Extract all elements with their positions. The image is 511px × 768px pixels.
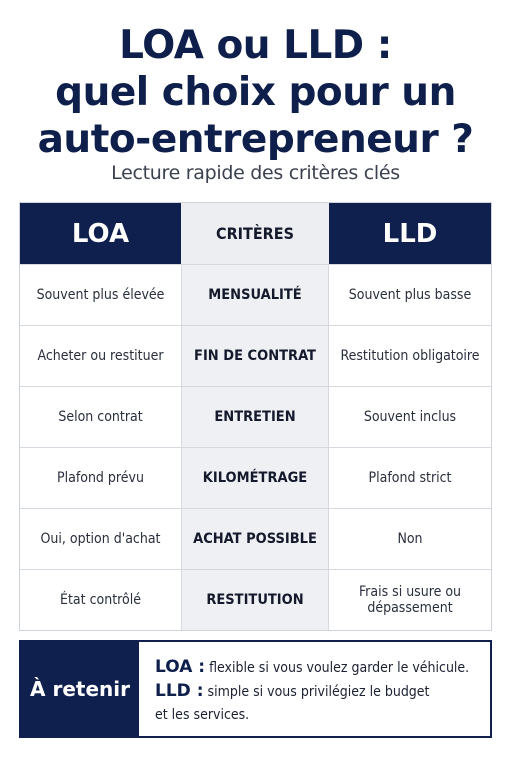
lld-cell: Non: [397, 531, 423, 547]
retenir-lld-text: simple si vous privilégiez le budget: [207, 684, 430, 700]
retenir-loa-key: LOA :: [155, 657, 206, 677]
loa-cell: Oui, option d'achat: [40, 531, 161, 547]
table-row: [20, 264, 491, 325]
page-title: [0, 22, 511, 163]
lld-cell: Frais si usure ou dépassement: [358, 584, 462, 616]
lld-cell: Souvent plus basse: [348, 287, 472, 303]
title-line-1: LOA ou LLD :: [119, 23, 392, 68]
retenir-lld-line-2: et les services.: [155, 707, 250, 723]
comparison-table: [19, 202, 492, 631]
retenir-loa-line: [155, 656, 490, 680]
criterion-cell: ACHAT POSSIBLE: [181, 509, 329, 569]
criterion-cell: RESTITUTION: [181, 570, 329, 630]
header-loa: LOA: [20, 203, 181, 264]
criterion-cell: FIN DE CONTRAT: [181, 326, 329, 386]
table-row: [20, 325, 491, 386]
title-line-3: auto-entrepreneur ?: [37, 117, 474, 162]
header-lld: LLD: [329, 203, 491, 264]
table-row: [20, 508, 491, 569]
retenir-box: [19, 640, 492, 738]
table-row: [20, 447, 491, 508]
lld-cell: Souvent inclus: [363, 409, 457, 425]
criterion-cell: MENSUALITÉ: [181, 265, 329, 325]
loa-cell: Souvent plus élevée: [36, 287, 165, 303]
retenir-lld-key: LLD :: [155, 681, 204, 701]
retenir-label: À retenir: [21, 642, 139, 736]
retenir-loa-text: flexible si vous voulez garder le véhicule.: [209, 660, 470, 676]
loa-cell: Acheter ou restituer: [37, 348, 164, 364]
retenir-body: [139, 642, 490, 736]
loa-cell: État contrôlé: [60, 592, 141, 608]
criterion-cell: KILOMÉTRAGE: [181, 448, 329, 508]
retenir-lld-line: [155, 680, 490, 704]
loa-cell: Plafond prévu: [57, 470, 144, 486]
lld-cell: Restitution obligatoire: [340, 348, 480, 364]
table-header-row: [20, 203, 491, 264]
table-row: [20, 386, 491, 447]
criterion-cell: ENTRETIEN: [181, 387, 329, 447]
header-criteres: CRITÈRES: [181, 203, 329, 264]
loa-cell: Selon contrat: [58, 409, 143, 425]
table-row: [20, 569, 491, 630]
lld-cell: Plafond strict: [368, 470, 452, 486]
title-line-2: quel choix pour un: [55, 70, 456, 115]
page-subtitle: Lecture rapide des critères clés: [111, 162, 400, 184]
